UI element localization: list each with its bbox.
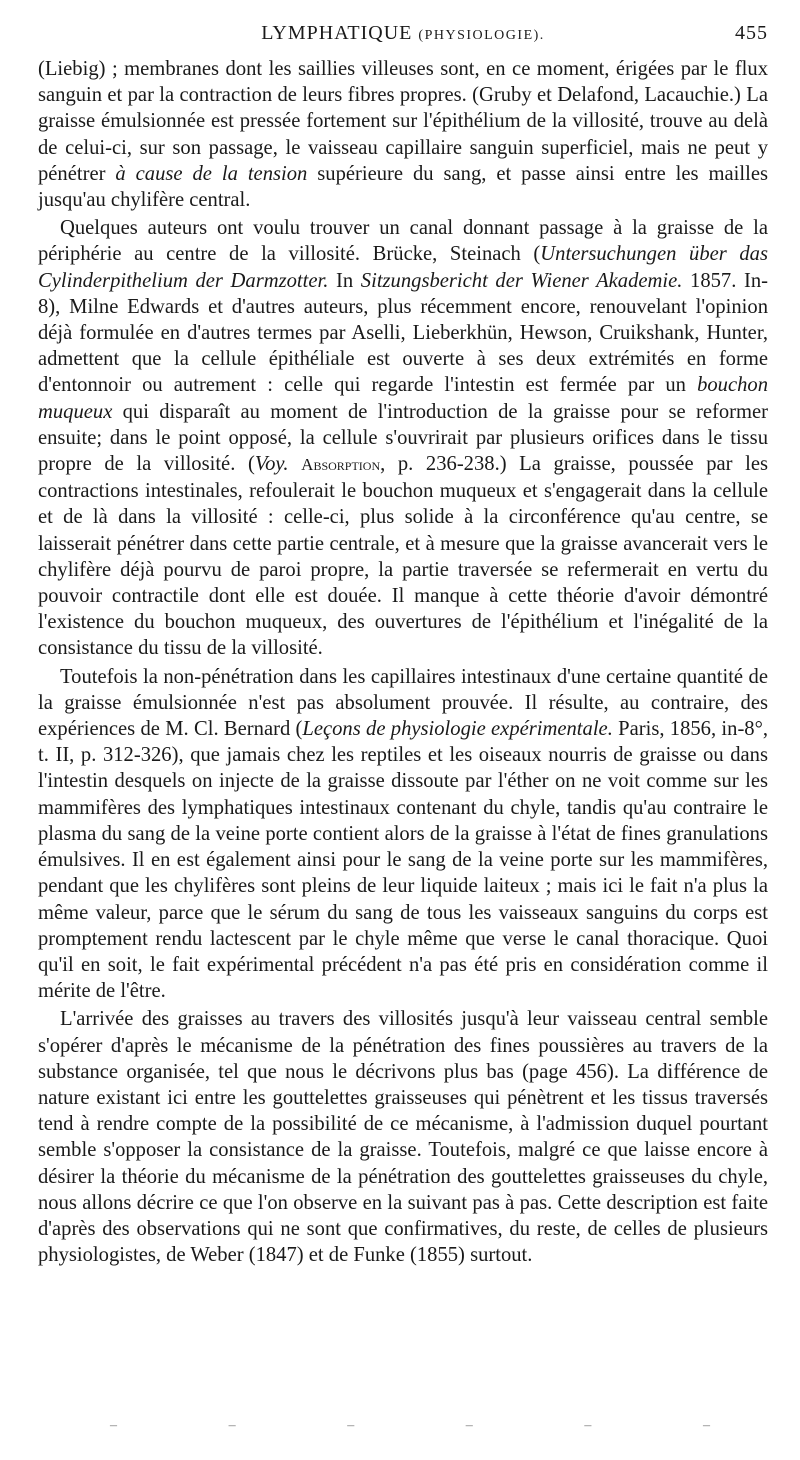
footer-mark: – bbox=[228, 1418, 236, 1433]
text-run: L'arrivée des graisses au travers des villosités jusqu'à leur vaisseau central semble s'opérer d'après le mécanisme de la pénétration des fines poussières au travers de la substance organisée, tel que nous le décrivons plus bas (page 456). La différence de nature existant ici entre les gouttelettes graisseuses qui pénètrent et les tissus traversés tend à rendre compte de la possibilité de ce mécanisme, à l'admission duquel pourtant semble s'opposer la consistance de la graisse. Toutefois, malgré ce que laisse encore à désirer la théorie du mécanisme de la pénétration des gouttelettes graisseuses du chyle, nous allons décrire ce que l'on observe en la suivant pas à pas. Cette description est faite d'après des observations qui ne sont que confirmatives, du reste, de celles de plusieurs physiologistes, de Weber (1847) et de Funke (1855) surtout. bbox=[38, 1008, 768, 1267]
italic-text: bouchon muqueux bbox=[38, 374, 768, 423]
body-text bbox=[38, 56, 768, 1268]
footer-mark: – bbox=[110, 1418, 117, 1433]
paragraph-3 bbox=[38, 664, 768, 1005]
italic-text: à cause de la tension bbox=[115, 162, 308, 185]
footer-mark: – bbox=[347, 1418, 355, 1433]
paragraph-4 bbox=[38, 1006, 768, 1268]
page-number: 455 bbox=[735, 22, 768, 44]
text-run: 1857. In-8), Milne Edwards et d'autres auteurs, plus récemment encore, renouvelant l'opinion déjà formulée en d'autres termes par Aselli, Lieberkhün, Hewson, Cruikshank, Hunter, admettent que la cellule épithéliale est ouverte à ses deux extrémités en forme d'entonnoir ou autrement : celle qui regarde l'intestin est fermée par un bbox=[38, 269, 768, 397]
paragraph-2 bbox=[38, 215, 768, 661]
small-caps-text: Absorption bbox=[301, 455, 381, 475]
text-run: Paris, 1856, in-8°, t. II, p. 312-326), que jamais chez les reptiles et les oiseaux nourris de graisse ou dans l'intestin desquels on injecte de la graisse dissoute par l'éther on ne voit comme sur les mammifères des lymphatiques intestinaux contenant du chyle, tandis qu'au contraire le plasma du sang de la veine porte contient alors de la graisse à l'état de fines granulations émulsives. Il en est également ainsi pour le sang de la veine porte sur les mammifères, pendant que les chylifères sont pleins de leur liquide laiteux ; mais ici le fait n'a plus la même valeur, parce que le sérum du sang de tous les vaisseaux sanguins du corps est promptement rendu lactescent par le chyle même que verse le canal thoracique. Quoi qu'il en soit, le fait expérimental précédent n'a pas été pris en considération comme il mérite de l'être. bbox=[38, 718, 768, 1003]
footer-mark: – bbox=[584, 1418, 592, 1433]
running-title-subtitle: (PHYSIOLOGIE). bbox=[418, 28, 545, 43]
italic-text: Sitzungsbericht der Wiener Akademie. bbox=[360, 269, 683, 292]
italic-text: Leçons de physiologie expérimentale. bbox=[302, 718, 613, 741]
footer-mark: – bbox=[465, 1418, 473, 1433]
text-run: qui disparaît au moment de l'introduction de la graisse pour se reformer ensuite; dans le point opposé, la cellule s'ouvrirait par plusieurs orifices dans le tissu propre de la villosité. ( bbox=[38, 400, 768, 476]
text-run: Quelques auteurs ont voulu trouver un canal donnant passage à la graisse de la périphérie au centre de la villosité. Brücke, Steinach ( bbox=[38, 217, 768, 266]
paragraph-1 bbox=[38, 56, 768, 213]
running-title-main: LYMPHATIQUE bbox=[261, 22, 413, 44]
text-run: Toutefois la non-pénétration dans les capillaires intestinaux d'une certaine quantité de la graisse émulsionnée n'est pas absolument prouvée. Il résulte, au contraire, des expériences de M. Cl. Bernard ( bbox=[38, 665, 768, 741]
text-run: In bbox=[328, 269, 361, 292]
italic-text: Untersuchungen über das Cylinderpithelium der Darmzotter. bbox=[38, 243, 768, 292]
footer-marks bbox=[110, 1418, 710, 1434]
text-run bbox=[289, 453, 302, 475]
text-run: supérieure du sang, et passe ainsi entre les mailles jusqu'au chylifère central. bbox=[38, 162, 768, 212]
running-title bbox=[38, 22, 768, 45]
footer-mark: – bbox=[702, 1418, 710, 1433]
text-run: (Liebig) ; membranes dont les saillies villeuses sont, en ce moment, érigées par le flux sanguin et par la contraction de leurs fibres propres. (Gruby et Delafond, Lacauchie.) La graisse émulsionnée est pressée fortement sur l'épithélium de la villosité, trouve au delà de celui-ci, sur son passage, le vaisseau capillaire sanguin superficiel, mais ne peut y pénétrer bbox=[38, 58, 768, 185]
italic-text: Voy. bbox=[254, 453, 289, 476]
running-head bbox=[38, 22, 768, 56]
page bbox=[38, 22, 768, 1268]
text-run: , p. 236-238.) La graisse, poussée par les contractions intestinales, refoulerait le bouchon muqueux et s'engagerait dans la cellule et de là dans la villosité : celle-ci, plus solide à la circonférence qu'au centre, se laisserait pénétrer dans cette partie centrale, et à mesure que la graisse avancerait vers le chylifère déjà pourvu de paroi propre, la partie traversée se refermerait en vertu du pouvoir contractile dont elle est douée. Il manque à cette théorie d'avoir démontré l'existence du bouchon muqueux, des ouvertures de l'épithélium et l'inégalité de la consistance du tissu de la villosité. bbox=[38, 453, 768, 660]
